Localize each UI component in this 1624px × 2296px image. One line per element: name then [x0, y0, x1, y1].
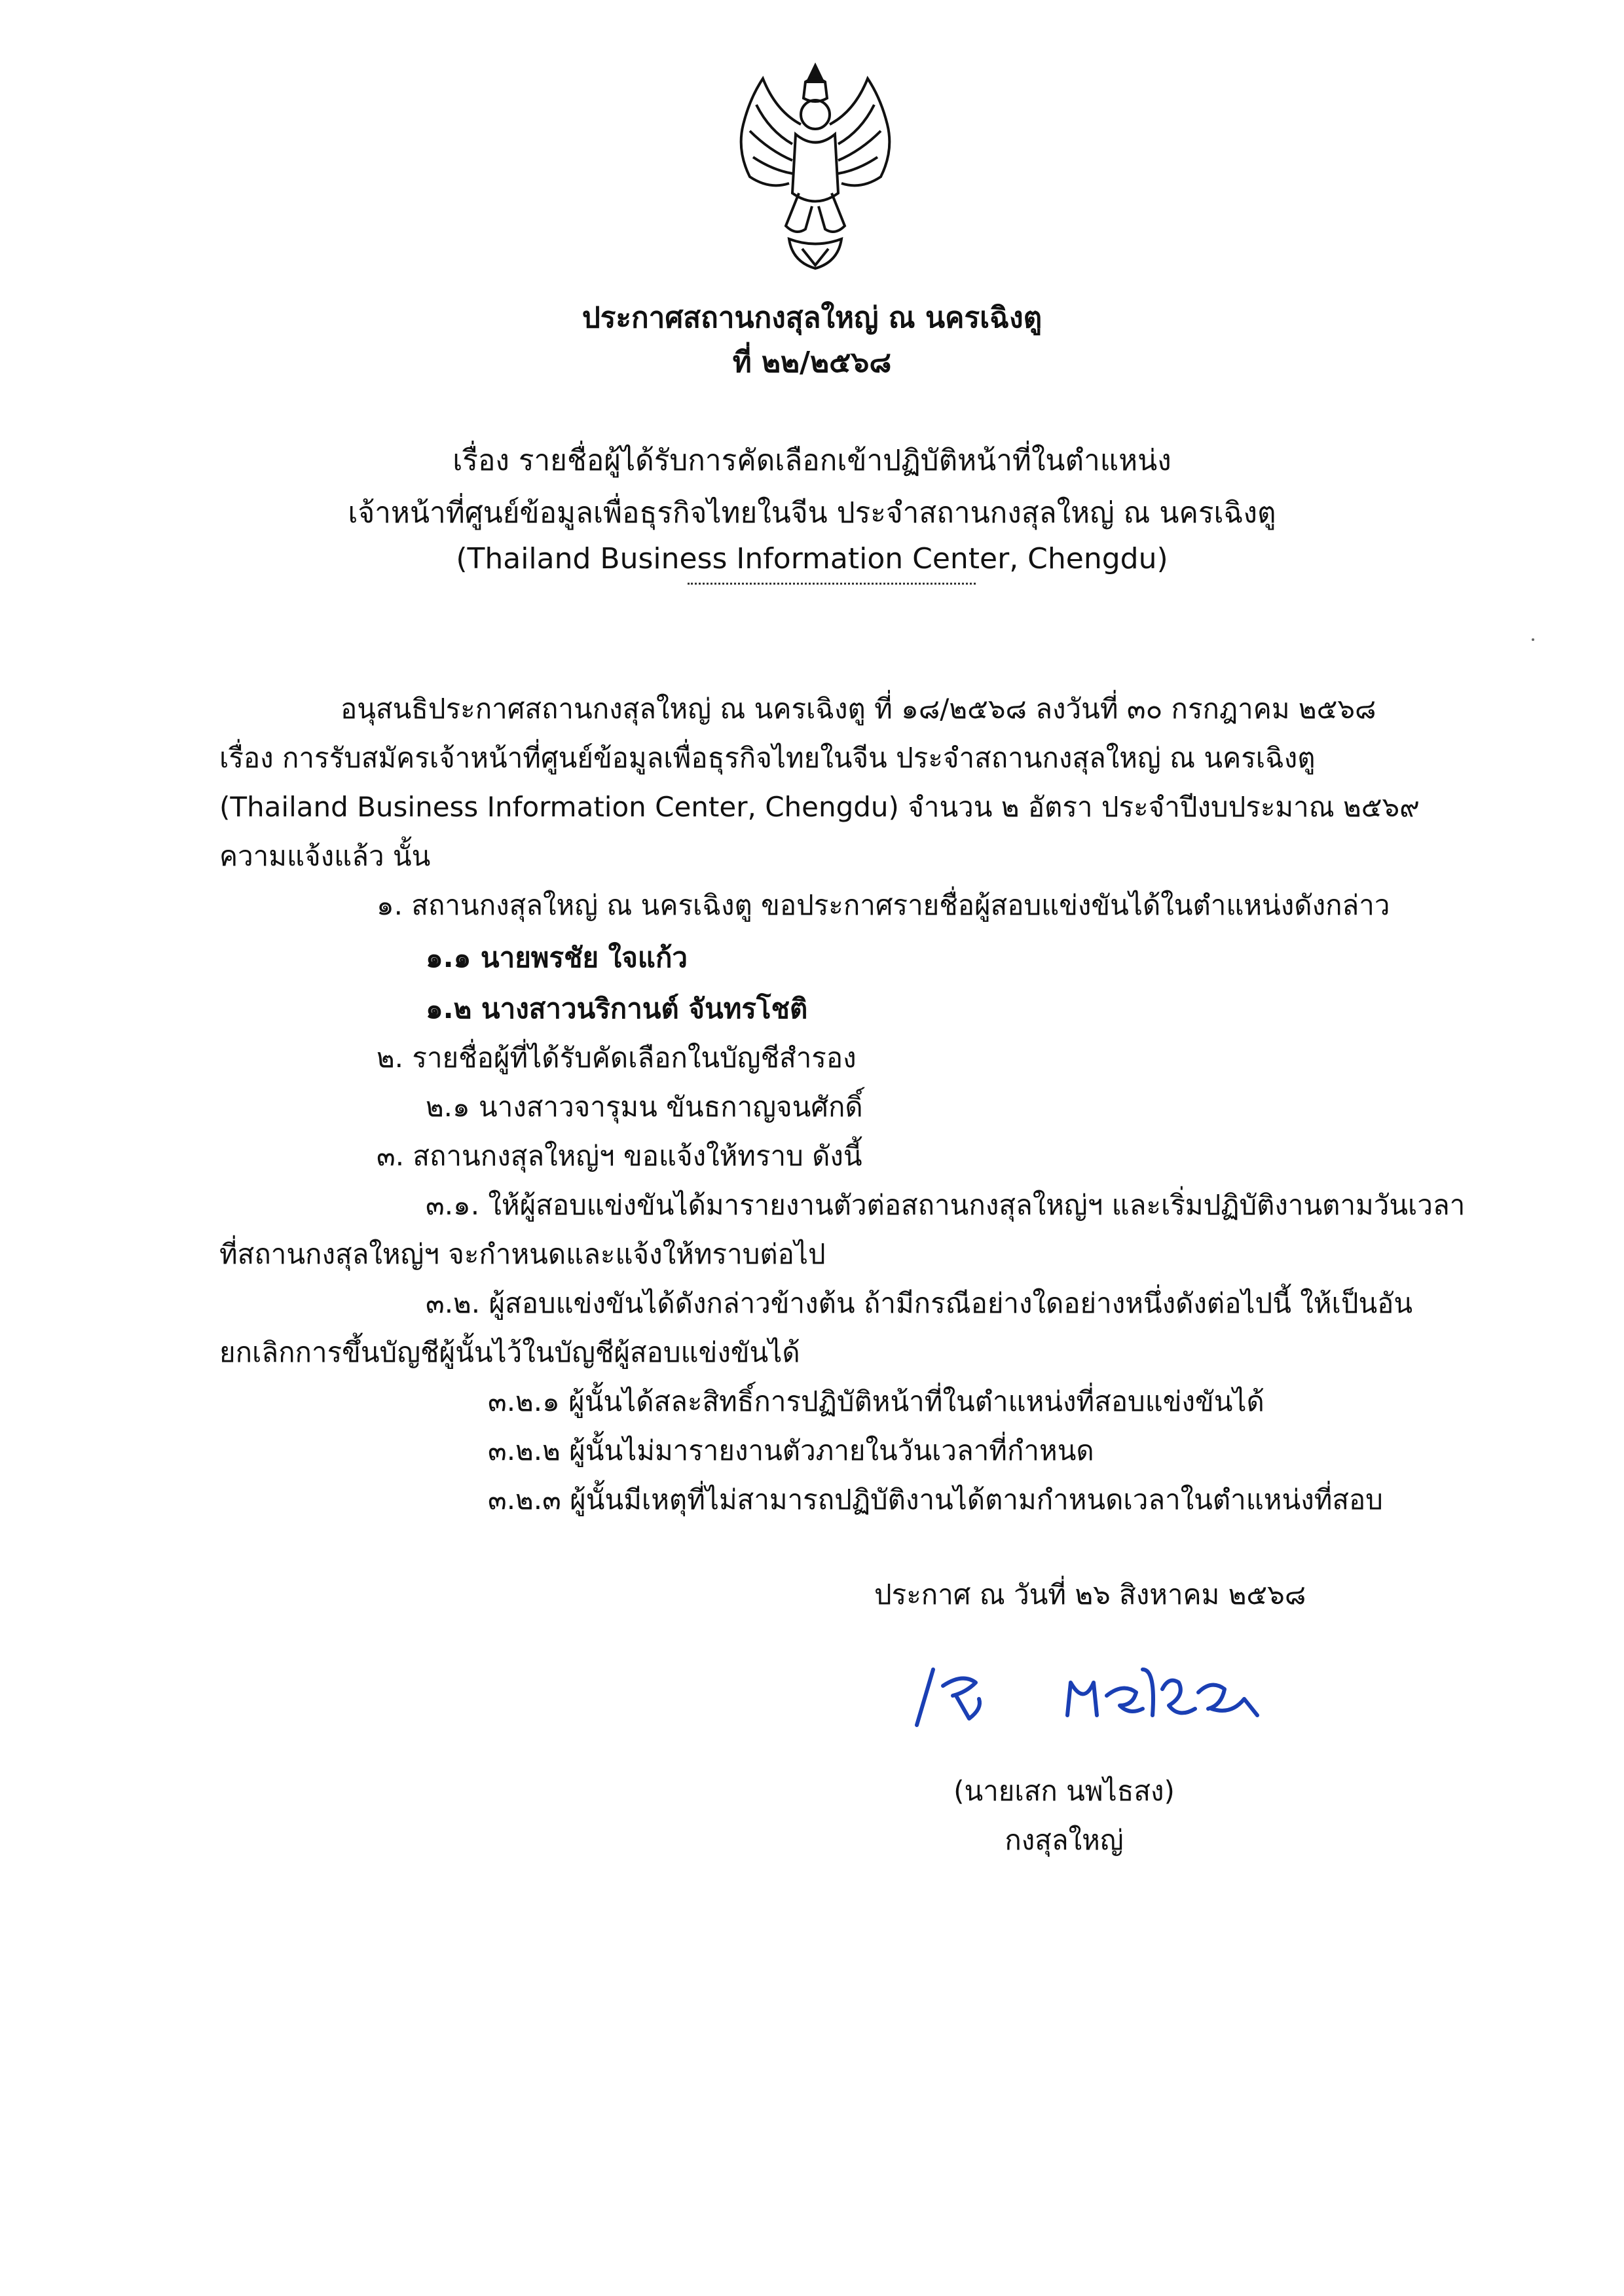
intro-line-4: ความแจ้งแล้ว นั้น	[219, 840, 431, 872]
item-2: ๒. รายชื่อผู้ที่ได้รับคัดเลือกในบัญชีสำรอง	[377, 1042, 857, 1074]
item-3-2-3: ๓.๒.๓ ผู้นั้นมีเหตุที่ไม่สามารถปฏิบัติงานได้ตามกำหนดเวลาในตำแหน่งที่สอบ	[488, 1484, 1383, 1516]
item-1: ๑. สถานกงสุลใหญ่ ณ นครเฉิงตู ขอประกาศรายชื่อผู้สอบแข่งขันได้ในตำแหน่งดังกล่าว	[377, 889, 1390, 921]
intro-line-3: (Thailand Business Information Center, Chengdu) จำนวน ๒ อัตรา ประจำปีงบประมาณ ๒๕๖๙	[219, 791, 1420, 823]
subject-line-3: (Thailand Business Information Center, Chengdu)	[456, 542, 1168, 575]
signer-title: กงสุลใหญ่	[1005, 1824, 1124, 1856]
intro-line-2: เรื่อง การรับสมัครเจ้าหน้าที่ศูนย์ข้อมูลเพื่อธุรกิจไทยในจีน ประจำสถานกงสุลใหญ่ ณ นครเฉิงตู	[219, 742, 1316, 774]
intro-line-1: อนุสนธิประกาศสถานกงสุลใหญ่ ณ นครเฉิงตู ที่ ๑๘/๒๕๖๘ ลงวันที่ ๓๐ กรกฎาคม ๒๕๖๘	[341, 693, 1376, 725]
announcement-title: ประกาศสถานกงสุลใหญ่ ณ นครเฉิงตู	[581, 301, 1043, 335]
item-3-2-line-1: ๓.๒. ผู้สอบแข่งขันได้ดังกล่าวข้างต้น ถ้ามีกรณีอย่างใดอย่างหนึ่งดังต่อไปนี้ ให้เป็นอัน	[426, 1287, 1413, 1319]
item-3: ๓. สถานกงสุลใหญ่ฯ ขอแจ้งให้ทราบ ดังนี้	[377, 1140, 862, 1172]
item-2-1-reserve: ๒.๑ นางสาวจารุมน ขันธกาญจนศักดิ์	[426, 1091, 863, 1123]
garuda-emblem	[724, 52, 907, 275]
announcement-number: ที่ ๒๒/๒๕๖๘	[732, 346, 892, 379]
item-3-2-2: ๓.๒.๒ ผู้นั้นไม่มารายงานตัวภายในวันเวลาที่กำหนด	[488, 1434, 1094, 1467]
separator-line	[688, 583, 976, 585]
item-1-1-winner: ๑.๑ นายพรชัย ใจแก้ว	[426, 941, 688, 974]
scan-speck	[1532, 638, 1534, 641]
subject-line-2: เจ้าหน้าที่ศูนย์ข้อมูลเพื่อธุรกิจไทยในจีน ประจำสถานกงสุลใหญ่ ณ นครเฉิงตู	[348, 496, 1276, 530]
item-3-1-line-1: ๓.๑. ให้ผู้สอบแข่งขันได้มารายงานตัวต่อสถานกงสุลใหญ่ฯ และเริ่มปฏิบัติงานตามวันเวลา	[426, 1189, 1466, 1221]
signer-name: (นายเสก นพไธสง)	[953, 1775, 1175, 1807]
item-3-2-1: ๓.๒.๑ ผู้นั้นได้สละสิทธิ์การปฏิบัติหน้าที่ในตำแหน่งที่สอบแข่งขันได้	[488, 1385, 1264, 1417]
item-3-2-line-2: ยกเลิกการขึ้นบัญชีผู้นั้นไว้ในบัญชีผู้สอบแข่งขันได้	[219, 1336, 800, 1368]
item-3-1-line-2: ที่สถานกงสุลใหญ่ฯ จะกำหนดและแจ้งให้ทราบต่อไป	[219, 1238, 826, 1270]
item-1-2-winner: ๑.๒ นางสาวนริกานต์ จันทรโชติ	[426, 993, 808, 1025]
subject-line-1: เรื่อง รายชื่อผู้ได้รับการคัดเลือกเข้าปฏิบัติหน้าที่ในตำแหน่ง	[452, 444, 1172, 477]
handwritten-signature	[904, 1643, 1270, 1735]
announcement-date: ประกาศ ณ วันที่ ๒๖ สิงหาคม ๒๕๖๘	[874, 1578, 1306, 1611]
